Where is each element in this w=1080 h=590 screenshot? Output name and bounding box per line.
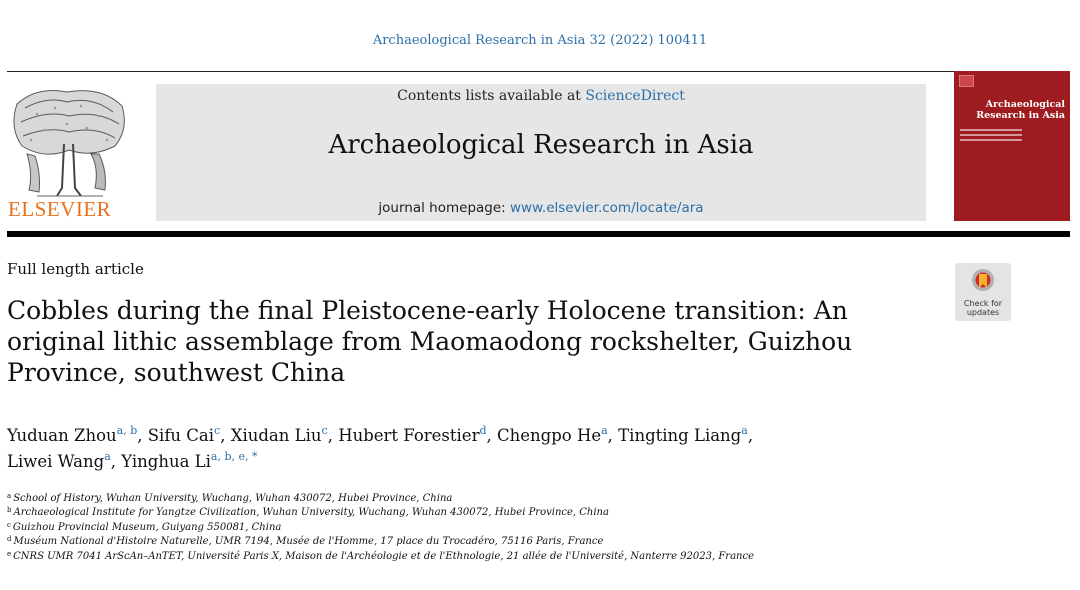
affiliation-key: a xyxy=(7,492,12,500)
author-separator: , xyxy=(747,426,754,445)
header-thick-rule xyxy=(7,231,1070,237)
author-separator: , xyxy=(486,426,497,445)
homepage-prefix: journal homepage: xyxy=(378,200,511,216)
author-affiliation-marker[interactable]: a xyxy=(601,424,608,437)
author-list xyxy=(7,423,947,475)
journal-banner xyxy=(156,84,926,221)
affiliation-text: School of History, Wuhan University, Wuchang, Wuhan 430072, Hubei Province, China xyxy=(13,493,453,504)
journal-name: Archaeological Research in Asia xyxy=(328,130,754,160)
journal-cover[interactable] xyxy=(954,71,1070,221)
article-type: Full length article xyxy=(7,260,144,278)
affiliation-key: e xyxy=(7,549,12,558)
contents-prefix: Contents lists available at xyxy=(397,88,586,104)
author-name[interactable]: Tingting Liang xyxy=(618,426,742,445)
affiliation-item xyxy=(7,535,1067,549)
author-affiliation-marker[interactable]: a xyxy=(741,424,748,437)
author-name[interactable]: Hubert Forestier xyxy=(338,426,480,445)
affiliation-item xyxy=(7,506,1067,520)
affiliation-key: d xyxy=(7,535,12,544)
affiliation-key: b xyxy=(7,506,12,515)
affiliation-text: Muséum National d'Histoire Naturelle, UMR 7194, Musée de l'Homme, 17 place du Trocadéro, 75116 Paris, France xyxy=(13,536,604,548)
author-name[interactable]: Yuduan Zhou xyxy=(7,426,117,445)
article-title: Cobbles during the final Pleistocene-early Holocene transition: An original lithic assemblage from Maomaodong rockshelter, Guizhou Province, southwest China xyxy=(7,296,853,387)
affiliation-text: Archaeological Institute for Yangtze Civilization, Wuhan University, Wuchang, Wuhan 430072, Hubei Province, China xyxy=(13,507,609,519)
author-name[interactable]: Sifu Cai xyxy=(147,426,215,445)
cover-editor-lines xyxy=(960,129,1022,144)
header-rule xyxy=(7,71,1070,72)
author-name[interactable]: Xiudan Liu xyxy=(230,426,322,445)
author-separator: , xyxy=(220,426,231,445)
check-for-updates-button[interactable] xyxy=(955,263,1011,321)
affiliation-item xyxy=(7,521,1067,535)
bookmark-icon xyxy=(971,268,995,298)
author-affiliation-marker[interactable]: a, b, e, * xyxy=(210,450,258,463)
author-affiliation-marker[interactable]: a xyxy=(104,450,111,463)
author-affiliation-marker[interactable]: c xyxy=(214,424,221,437)
affiliation-key: c xyxy=(7,520,11,529)
affiliation-item xyxy=(7,492,1067,506)
check-updates-label: Check for updates xyxy=(963,299,1003,317)
cover-title: Archaeological Research in Asia xyxy=(976,99,1065,121)
journal-homepage-link[interactable]: www.elsevier.com/locate/ara xyxy=(510,200,704,216)
author-affiliation-marker[interactable]: d xyxy=(479,424,487,437)
author-affiliation-marker[interactable]: a, b xyxy=(116,424,138,437)
elsevier-wordmark: ELSEVIER xyxy=(8,197,112,221)
journal-citation[interactable]: Archaeological Research in Asia 32 (2022) 100411 xyxy=(372,33,708,48)
author-name[interactable]: Chengpo He xyxy=(497,426,602,445)
homepage-line xyxy=(156,200,926,216)
affiliation-list xyxy=(7,492,1067,564)
cover-badge-icon xyxy=(959,75,974,87)
contents-line xyxy=(156,88,926,104)
author-separator: , xyxy=(137,426,148,445)
sciencedirect-link[interactable]: ScienceDirect xyxy=(585,88,685,104)
affiliation-item xyxy=(7,550,1067,564)
affiliation-text: Guizhou Provincial Museum, Guiyang 550081, China xyxy=(12,521,282,533)
author-separator: , xyxy=(110,452,122,471)
author-affiliation-marker[interactable]: c xyxy=(321,424,328,437)
author-name[interactable]: Liwei Wang xyxy=(7,452,105,471)
affiliation-text: CNRS UMR 7041 ArScAn–AnTET, Université Paris X, Maison de l'Archéologie et de l'Ethnologie, 21 allée de l'Université, Nanterre 92023, France xyxy=(13,550,754,562)
author-separator: , xyxy=(327,426,339,445)
author-name[interactable]: Yinghua Li xyxy=(121,452,211,471)
author-separator: , xyxy=(607,426,619,445)
